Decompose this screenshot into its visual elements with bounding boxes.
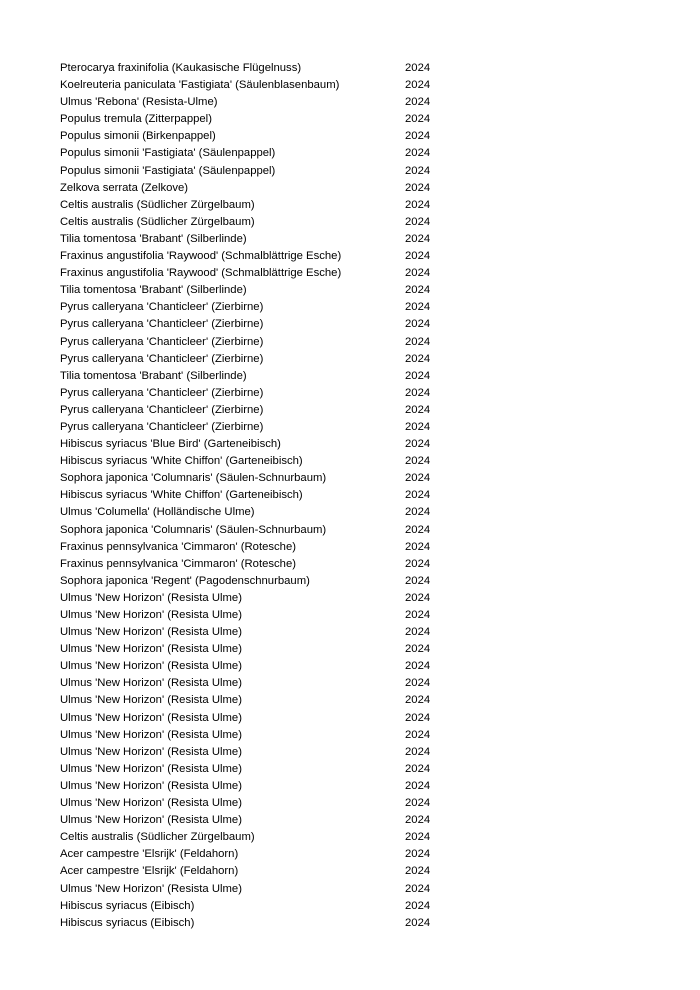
right-margin-cell <box>640 368 700 385</box>
plant-name-cell: Ulmus 'Rebona' (Resista-Ulme) <box>60 96 218 109</box>
plant-name-cell: Ulmus 'New Horizon' (Resista Ulme) <box>60 677 242 690</box>
plant-name-cell: Celtis australis (Südlicher Zürgelbaum) <box>60 198 255 211</box>
plant-name-cell: Ulmus 'New Horizon' (Resista Ulme) <box>60 814 242 827</box>
table-row <box>0 658 700 675</box>
right-margin-cell <box>640 881 700 898</box>
plant-year-cell: 2024 <box>405 831 431 844</box>
plant-year-cell: 2024 <box>405 711 431 724</box>
right-margin-cell <box>640 60 700 77</box>
table-row <box>0 197 700 214</box>
plant-year-cell: 2024 <box>405 882 431 895</box>
right-margin-cell <box>640 316 700 333</box>
plant-year-cell: 2024 <box>405 198 431 211</box>
right-margin-cell <box>640 898 700 915</box>
plant-name-cell: Fraxinus pennsylvanica 'Cimmaron' (Rotesche) <box>60 540 296 553</box>
right-margin-cell <box>640 94 700 111</box>
table-row <box>0 624 700 641</box>
table-row <box>0 846 700 863</box>
plant-year-cell: 2024 <box>405 523 431 536</box>
plant-name-cell: Acer campestre 'Elsrijk' (Feldahorn) <box>60 848 239 861</box>
plant-year-cell: 2024 <box>405 797 431 810</box>
right-margin-cell <box>640 111 700 128</box>
plant-name-cell: Sophora japonica 'Columnaris' (Säulen-Schnurbaum) <box>60 472 327 485</box>
plant-year-cell: 2024 <box>405 284 431 297</box>
plant-year-cell: 2024 <box>405 540 431 553</box>
plant-year-cell: 2024 <box>405 489 431 502</box>
plant-name-cell: Populus tremula (Zitterpappel) <box>60 113 212 126</box>
table-row <box>0 94 700 111</box>
plant-year-cell: 2024 <box>405 403 431 416</box>
plant-year-cell: 2024 <box>405 762 431 775</box>
table-row <box>0 590 700 607</box>
plant-name-cell: Pyrus calleryana 'Chanticleer' (Zierbirne) <box>60 386 264 399</box>
plant-year-cell: 2024 <box>405 557 431 570</box>
right-margin-cell <box>640 573 700 590</box>
plant-name-cell: Fraxinus pennsylvanica 'Cimmaron' (Rotesche) <box>60 557 296 570</box>
plant-name-cell: Celtis australis (Südlicher Zürgelbaum) <box>60 215 255 228</box>
plant-name-cell: Ulmus 'New Horizon' (Resista Ulme) <box>60 797 242 810</box>
right-margin-cell <box>640 334 700 351</box>
table-row <box>0 641 700 658</box>
plant-name-cell: Ulmus 'New Horizon' (Resista Ulme) <box>60 762 242 775</box>
right-margin-cell <box>640 231 700 248</box>
plant-name-cell: Sophora japonica 'Columnaris' (Säulen-Schnurbaum) <box>60 523 327 536</box>
table-row <box>0 180 700 197</box>
right-margin-cell <box>640 590 700 607</box>
right-margin-cell <box>640 180 700 197</box>
table-row <box>0 214 700 231</box>
table-row <box>0 316 700 333</box>
plant-year-cell: 2024 <box>405 386 431 399</box>
right-margin-cell <box>640 282 700 299</box>
table-row <box>0 334 700 351</box>
plant-name-cell: Ulmus 'New Horizon' (Resista Ulme) <box>60 591 242 604</box>
right-margin-cell <box>640 812 700 829</box>
plant-name-cell: Ulmus 'Columella' (Holländische Ulme) <box>60 506 255 519</box>
right-margin-cell <box>640 658 700 675</box>
right-margin-cell <box>640 351 700 368</box>
right-margin-cell <box>640 539 700 556</box>
right-margin-cell <box>640 778 700 795</box>
table-row <box>0 60 700 77</box>
plant-listing-table <box>0 60 700 932</box>
right-margin-cell <box>640 641 700 658</box>
right-margin-cell <box>640 829 700 846</box>
table-row <box>0 710 700 727</box>
right-margin-cell <box>640 419 700 436</box>
table-row <box>0 470 700 487</box>
table-row <box>0 282 700 299</box>
plant-year-cell: 2024 <box>405 899 431 912</box>
table-row <box>0 111 700 128</box>
right-margin-cell <box>640 846 700 863</box>
plant-year-cell: 2024 <box>405 438 431 451</box>
plant-year-cell: 2024 <box>405 335 431 348</box>
plant-year-cell: 2024 <box>405 745 431 758</box>
plant-name-cell: Populus simonii 'Fastigiata' (Säulenpappel) <box>60 164 276 177</box>
table-row <box>0 744 700 761</box>
plant-year-cell: 2024 <box>405 728 431 741</box>
plant-name-cell: Pyrus calleryana 'Chanticleer' (Zierbirne) <box>60 335 264 348</box>
plant-name-cell: Ulmus 'New Horizon' (Resista Ulme) <box>60 711 242 724</box>
right-margin-cell <box>640 385 700 402</box>
table-row <box>0 453 700 470</box>
plant-name-cell: Populus simonii 'Fastigiata' (Säulenpappel) <box>60 147 276 160</box>
plant-name-cell: Pyrus calleryana 'Chanticleer' (Zierbirne) <box>60 403 264 416</box>
table-row <box>0 351 700 368</box>
plant-year-cell: 2024 <box>405 677 431 690</box>
table-row <box>0 692 700 709</box>
table-row <box>0 385 700 402</box>
plant-year-cell: 2024 <box>405 181 431 194</box>
plant-year-cell: 2024 <box>405 814 431 827</box>
plant-listing-body <box>0 60 700 932</box>
plant-year-cell: 2024 <box>405 848 431 861</box>
table-row <box>0 504 700 521</box>
plant-name-cell: Ulmus 'New Horizon' (Resista Ulme) <box>60 626 242 639</box>
plant-year-cell: 2024 <box>405 318 431 331</box>
plant-year-cell: 2024 <box>405 472 431 485</box>
plant-year-cell: 2024 <box>405 79 431 92</box>
table-row <box>0 77 700 94</box>
plant-name-cell: Pyrus calleryana 'Chanticleer' (Zierbirne) <box>60 352 264 365</box>
plant-year-cell: 2024 <box>405 130 431 143</box>
plant-year-cell: 2024 <box>405 574 431 587</box>
plant-year-cell: 2024 <box>405 626 431 639</box>
plant-year-cell: 2024 <box>405 660 431 673</box>
plant-year-cell: 2024 <box>405 455 431 468</box>
plant-name-cell: Hibiscus syriacus 'White Chiffon' (Garteneibisch) <box>60 489 303 502</box>
table-row <box>0 795 700 812</box>
right-margin-cell <box>640 299 700 316</box>
table-row <box>0 436 700 453</box>
table-row <box>0 727 700 744</box>
right-margin-cell <box>640 453 700 470</box>
table-row <box>0 163 700 180</box>
plant-year-cell: 2024 <box>405 164 431 177</box>
table-row <box>0 573 700 590</box>
table-row <box>0 128 700 145</box>
plant-name-cell: Tilia tomentosa 'Brabant' (Silberlinde) <box>60 284 247 297</box>
table-row <box>0 231 700 248</box>
right-margin-cell <box>640 556 700 573</box>
plant-name-cell: Pterocarya fraxinifolia (Kaukasische Flügelnuss) <box>60 62 302 74</box>
right-margin-cell <box>640 487 700 504</box>
plant-year-cell: 2024 <box>405 147 431 160</box>
plant-year-cell: 2024 <box>405 609 431 621</box>
plant-name-cell: Hibiscus syriacus 'White Chiffon' (Garteneibisch) <box>60 455 303 468</box>
plant-name-cell: Acer campestre 'Elsrijk' (Feldahorn) <box>60 865 239 878</box>
right-margin-cell <box>640 402 700 419</box>
table-row <box>0 368 700 385</box>
right-margin-cell <box>640 145 700 162</box>
right-margin-cell <box>640 522 700 539</box>
right-margin-cell <box>640 470 700 487</box>
plant-name-cell: Ulmus 'New Horizon' (Resista Ulme) <box>60 882 242 895</box>
plant-year-cell: 2024 <box>405 420 431 433</box>
table-row <box>0 556 700 573</box>
plant-year-cell: 2024 <box>405 506 431 519</box>
plant-name-cell: Tilia tomentosa 'Brabant' (Silberlinde) <box>60 232 247 245</box>
right-margin-cell <box>640 795 700 812</box>
table-row <box>0 539 700 556</box>
plant-year-cell: 2024 <box>405 215 431 228</box>
table-row <box>0 402 700 419</box>
plant-name-cell: Pyrus calleryana 'Chanticleer' (Zierbirne) <box>60 301 264 314</box>
plant-name-cell: Fraxinus angustifolia 'Raywood' (Schmalblättrige Esche) <box>60 250 342 263</box>
plant-year-cell: 2024 <box>405 352 431 365</box>
plant-year-cell: 2024 <box>405 96 431 109</box>
right-margin-cell <box>640 692 700 709</box>
plant-year-cell: 2024 <box>405 865 431 878</box>
right-margin-cell <box>640 436 700 453</box>
right-margin-cell <box>640 504 700 521</box>
plant-name-cell: Zelkova serrata (Zelkove) <box>60 181 189 194</box>
table-row <box>0 863 700 880</box>
table-row <box>0 522 700 539</box>
plant-year-cell: 2024 <box>405 779 431 792</box>
right-margin-cell <box>640 675 700 692</box>
table-row <box>0 881 700 898</box>
table-row <box>0 829 700 846</box>
plant-year-cell: 2024 <box>405 301 431 314</box>
plant-year-cell: 2024 <box>405 62 431 74</box>
plant-year-cell: 2024 <box>405 250 431 263</box>
plant-year-cell: 2024 <box>405 916 431 929</box>
plant-name-cell: Celtis australis (Südlicher Zürgelbaum) <box>60 831 255 844</box>
table-row <box>0 299 700 316</box>
plant-name-cell: Hibiscus syriacus (Eibisch) <box>60 899 195 912</box>
plant-year-cell: 2024 <box>405 694 431 707</box>
plant-name-cell: Ulmus 'New Horizon' (Resista Ulme) <box>60 643 242 656</box>
right-margin-cell <box>640 761 700 778</box>
right-margin-cell <box>640 710 700 727</box>
table-row <box>0 419 700 436</box>
right-margin-cell <box>640 163 700 180</box>
right-margin-cell <box>640 727 700 744</box>
table-row <box>0 675 700 692</box>
table-row <box>0 248 700 265</box>
right-margin-cell <box>640 214 700 231</box>
right-margin-cell <box>640 197 700 214</box>
right-margin-cell <box>640 863 700 880</box>
plant-name-cell: Hibiscus syriacus (Eibisch) <box>60 916 195 929</box>
plant-year-cell: 2024 <box>405 267 431 280</box>
right-margin-cell <box>640 128 700 145</box>
right-margin-cell <box>640 77 700 94</box>
table-row <box>0 145 700 162</box>
plant-year-cell: 2024 <box>405 369 431 382</box>
plant-name-cell: Ulmus 'New Horizon' (Resista Ulme) <box>60 728 242 741</box>
table-row <box>0 761 700 778</box>
plant-year-cell: 2024 <box>405 591 431 604</box>
plant-name-cell: Ulmus 'New Horizon' (Resista Ulme) <box>60 694 242 707</box>
plant-year-cell: 2024 <box>405 113 431 126</box>
plant-name-cell: Sophora japonica 'Regent' (Pagodenschnurbaum) <box>60 574 310 587</box>
table-row <box>0 898 700 915</box>
plant-name-cell: Pyrus calleryana 'Chanticleer' (Zierbirne) <box>60 420 264 433</box>
table-row <box>0 778 700 795</box>
right-margin-cell <box>640 915 700 932</box>
table-row <box>0 607 700 624</box>
table-row <box>0 487 700 504</box>
table-row <box>0 915 700 932</box>
plant-name-cell: Ulmus 'New Horizon' (Resista Ulme) <box>60 660 242 673</box>
right-margin-cell <box>640 248 700 265</box>
right-margin-cell <box>640 265 700 282</box>
plant-name-cell: Ulmus 'New Horizon' (Resista Ulme) <box>60 609 242 621</box>
plant-name-cell: Hibiscus syriacus 'Blue Bird' (Garteneibisch) <box>60 438 281 451</box>
plant-name-cell: Populus simonii (Birkenpappel) <box>60 130 216 143</box>
right-margin-cell <box>640 624 700 641</box>
plant-year-cell: 2024 <box>405 643 431 656</box>
plant-name-cell: Ulmus 'New Horizon' (Resista Ulme) <box>60 745 242 758</box>
plant-year-cell: 2024 <box>405 232 431 245</box>
plant-name-cell: Koelreuteria paniculata 'Fastigiata' (Säulenblasenbaum) <box>60 79 340 92</box>
table-row <box>0 812 700 829</box>
plant-name-cell: Fraxinus angustifolia 'Raywood' (Schmalblättrige Esche) <box>60 267 342 280</box>
right-margin-cell <box>640 607 700 624</box>
plant-name-cell: Ulmus 'New Horizon' (Resista Ulme) <box>60 779 242 792</box>
table-row <box>0 265 700 282</box>
right-margin-cell <box>640 744 700 761</box>
plant-name-cell: Tilia tomentosa 'Brabant' (Silberlinde) <box>60 369 247 382</box>
plant-name-cell: Pyrus calleryana 'Chanticleer' (Zierbirne) <box>60 318 264 331</box>
